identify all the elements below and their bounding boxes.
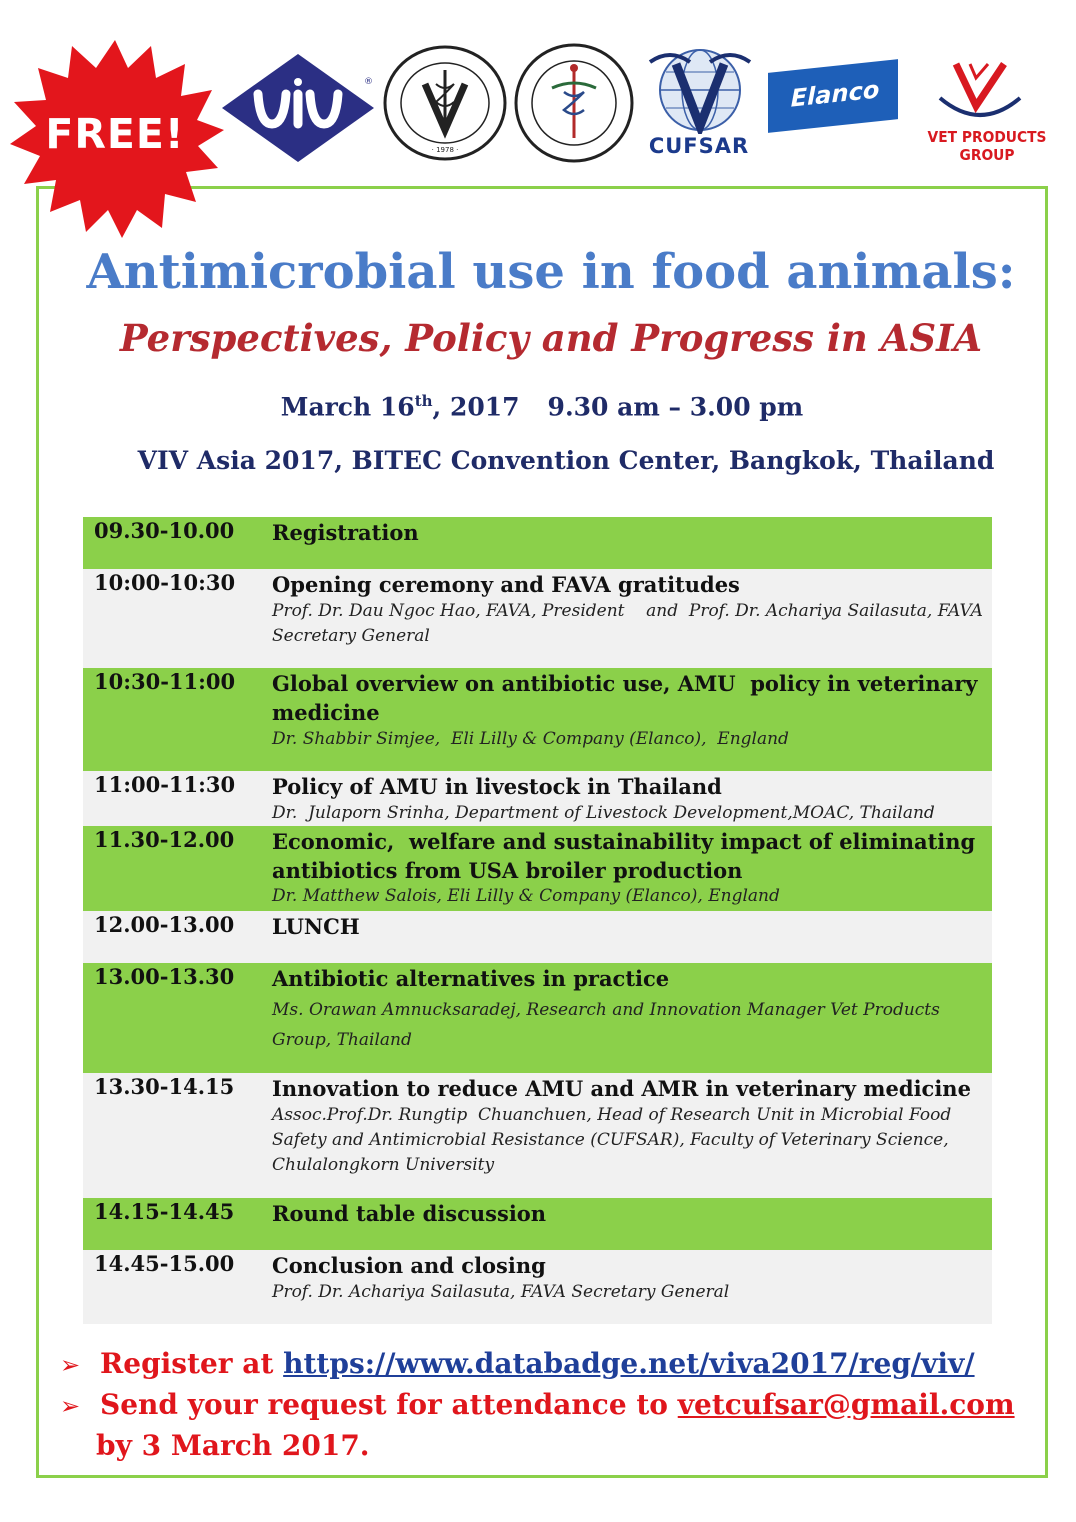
agenda-time: 14.15-14.45 [94,1199,235,1224]
agenda-topic: Innovation to reduce AMU and AMR in veterinary medicine [272,1076,971,1101]
elanco-label: Elanco [790,75,880,113]
agenda-topic: Global overview on antibiotic use, AMU policy in veterinary medicine [272,671,978,725]
agenda-row [83,517,992,569]
arrow-bullet-icon: ➢ [60,1392,81,1420]
agenda-speaker: Dr. Julaporn Srinha, Department of Livestock Development,MOAC, Thailand [272,803,935,823]
agenda-time: 10:00-10:30 [94,570,236,595]
register-line [60,1344,1040,1385]
agenda-row [83,1198,992,1250]
thai-vet-association-seal-logo [512,42,636,164]
agenda-row [83,826,992,911]
agenda-time: 13.30-14.15 [94,1074,235,1099]
agenda-topic: Conclusion and closing [272,1253,546,1278]
agenda-row [83,771,992,826]
agenda-topic: Registration [272,520,419,545]
agenda-row [83,911,992,963]
agenda-time: 12.00-13.00 [94,912,235,937]
agenda-topic: Antibiotic alternatives in practice [272,966,670,991]
agenda-row [83,569,992,668]
agenda-topic: Round table discussion [272,1201,547,1226]
event-date-month-day: March 16 [280,392,415,422]
request-line [60,1385,1040,1426]
event-date-year: , 2017 [432,392,520,422]
agenda-row [83,668,992,771]
registration-footer [60,1344,1040,1465]
register-link[interactable]: https://www.databadge.net/viva2017/reg/viv/ [283,1347,975,1380]
agenda-topic: Economic, welfare and sustainability impact of eliminating antibiotics from USA broiler production [272,829,976,883]
agenda-time: 11:00-11:30 [94,772,236,797]
free-badge [4,38,226,240]
cufsar-label: CUFSAR [648,134,750,158]
agenda-speaker: Dr. Matthew Salois, Eli Lilly & Company (Elanco), England [272,886,780,906]
request-prefix: Send your request for attendance to [100,1388,668,1421]
agenda-topic: Opening ceremony and FAVA gratitudes [272,572,740,597]
event-date-suffix: th [414,392,433,410]
vet-products-group-label: VET PRODUCTS GROUP [927,128,1047,164]
event-time-range: 9.30 am – 3.00 pm [547,392,804,422]
svg-text:®: ® [364,77,373,87]
cufsar-globe-logo [646,40,754,134]
agenda-speaker: Prof. Dr. Dau Ngoc Hao, FAVA, President and Prof. Dr. Achariya Sailasuta, FAVA Secretary General [272,601,983,646]
agenda-time: 11.30-12.00 [94,827,235,852]
agenda-topic: Policy of AMU in livestock in Thailand [272,774,722,799]
free-label: FREE! [45,110,185,158]
page-title: Antimicrobial use in food animals: [86,244,1016,300]
deadline-text: by 3 March 2017. [96,1429,370,1462]
request-email-link[interactable]: vetcufsar@gmail.com [677,1388,1015,1421]
register-prefix: Register at [100,1347,274,1380]
agenda-row [83,1073,992,1198]
agenda-time: 13.00-13.30 [94,964,235,989]
agenda-row [83,963,992,1073]
agenda-time: 10:30-11:00 [94,669,236,694]
event-venue: VIV Asia 2017, BITEC Convention Center, Bangkok, Thailand [137,446,995,475]
agenda-time: 09.30-10.00 [94,518,235,543]
arrow-bullet-icon: ➢ [60,1351,81,1379]
agenda-table [83,517,992,1324]
agenda-row [83,1250,992,1324]
event-date-time [36,392,1048,421]
agenda-speaker: Assoc.Prof.Dr. Rungtip Chuanchuen, Head of Research Unit in Microbial Food Safety and Antimicrobial Resistance (CUFSAR), Faculty of Veterinary Science, Chulalongkorn University [272,1105,952,1175]
page-subtitle: Perspectives, Policy and Progress in ASIA [119,316,983,360]
agenda-speaker: Prof. Dr. Achariya Sailasuta, FAVA Secretary General [272,1282,730,1302]
viv-logo [218,52,378,164]
agenda-topic: LUNCH [272,914,360,939]
agenda-time: 14.45-15.00 [94,1251,235,1276]
agenda-speaker: Ms. Orawan Amnucksaradej, Research and Innovation Manager Vet Products Group, Thailand [272,1000,940,1050]
agenda-speaker: Dr. Shabbir Simjee, Eli Lilly & Company (Elanco), England [272,729,789,749]
deadline-line [60,1426,1040,1465]
svg-text:· 1978 ·: · 1978 · [431,146,459,154]
vet-products-group-logo [930,58,1030,124]
fava-seal-logo [380,44,510,162]
